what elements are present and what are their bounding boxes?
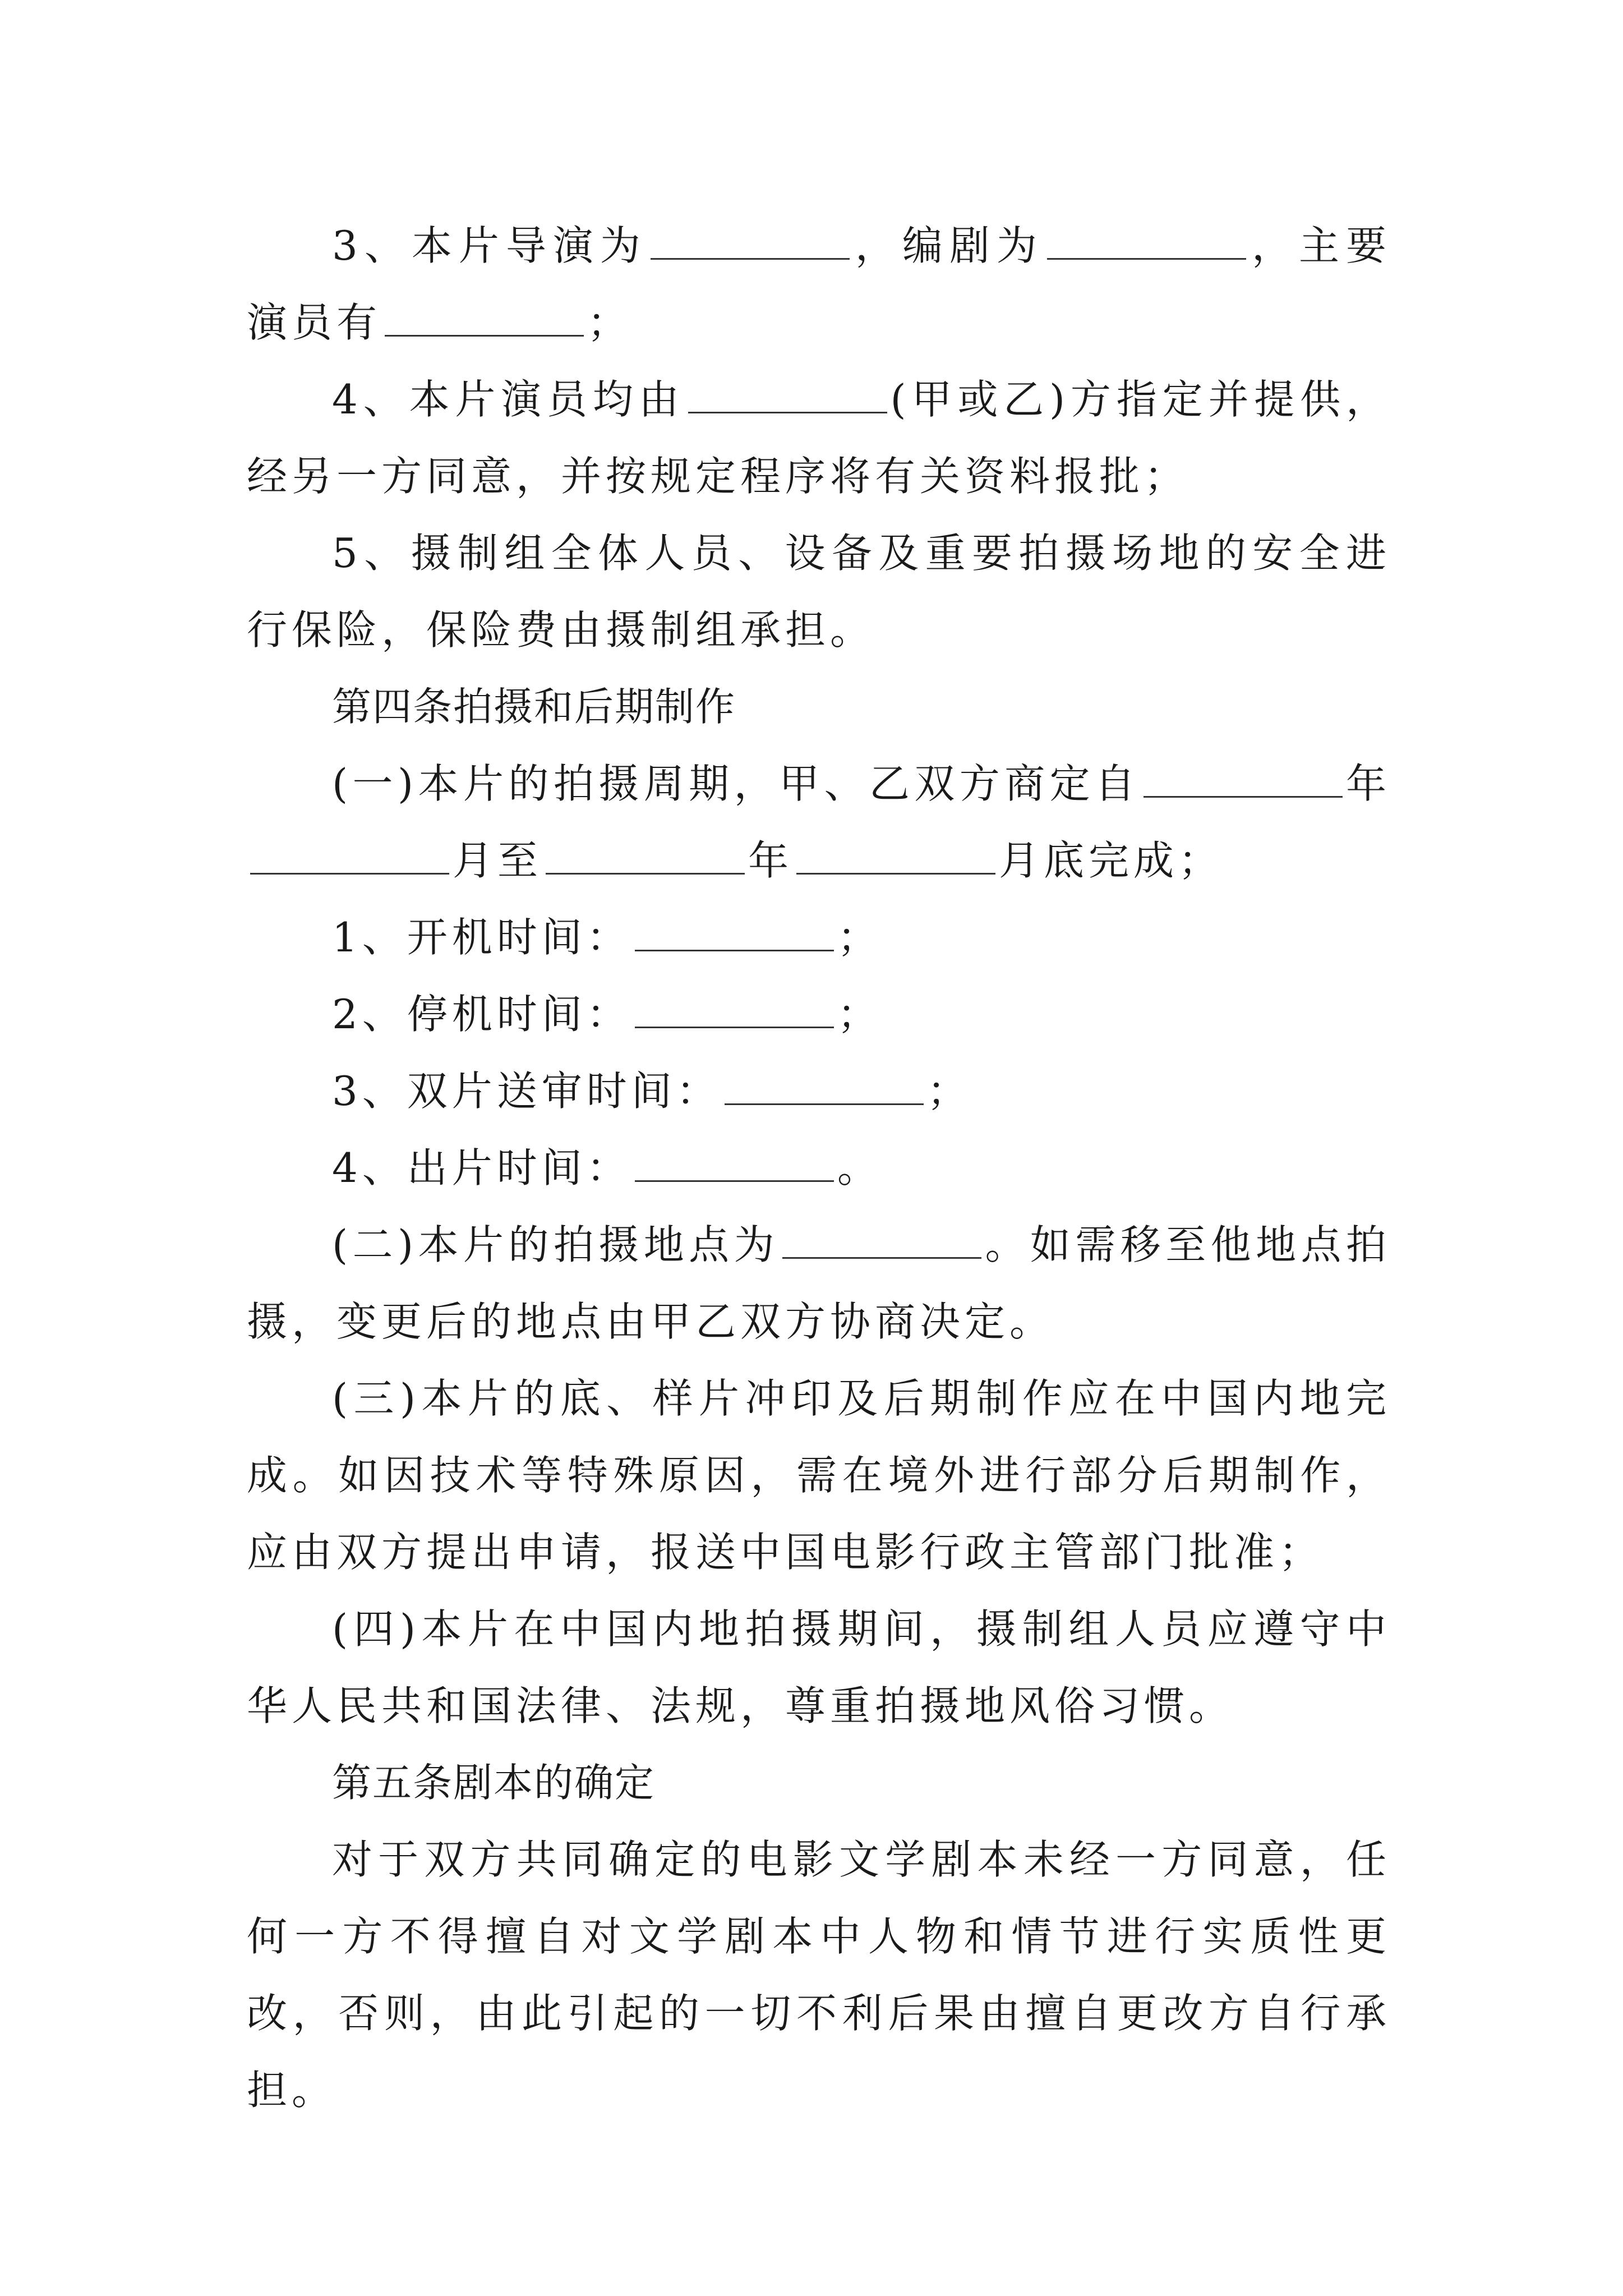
paragraph-location xyxy=(247,1207,1391,1360)
text-segment: 。 xyxy=(837,1144,882,1191)
text-segment: 1、开机时间： xyxy=(332,914,631,961)
text-segment: 年 xyxy=(1345,760,1391,807)
paragraph-shooting-period xyxy=(247,746,1391,899)
blank-location xyxy=(782,1226,981,1259)
text-segment: 3、本片导演为 xyxy=(332,222,647,269)
text-segment: ，编剧为 xyxy=(852,222,1044,269)
document-page xyxy=(247,208,1391,2129)
text-segment: 3、双片送审时间： xyxy=(332,1068,721,1115)
text-segment: 4、本片演员均由 xyxy=(332,376,685,423)
text-segment: 。如需移至他地点拍摄，变更后的地点由甲乙双方协商决定。 xyxy=(247,1221,1391,1345)
article-five-heading: 第五条剧本的确定 xyxy=(332,1760,655,1806)
blank-end-month xyxy=(796,841,995,875)
text-segment: ； xyxy=(837,991,882,1038)
paragraph-stop-time xyxy=(247,976,1391,1053)
paragraph-start-time xyxy=(247,899,1391,976)
text-segment: ； xyxy=(837,914,882,961)
text-segment: (二)本片的拍摄地点为 xyxy=(332,1221,780,1268)
paragraph-law-compliance xyxy=(247,1591,1391,1745)
article-four-heading: 第四条拍摄和后期制作 xyxy=(332,684,736,730)
blank-start-month xyxy=(250,841,449,875)
text-segment: ； xyxy=(587,299,633,346)
text-segment: (一)本片的拍摄周期，甲、乙双方商定自 xyxy=(332,760,1140,807)
blank-end-year xyxy=(546,841,745,875)
text-segment: 5、摄制组全体人员、设备及重要拍摄场地的安全进行保险，保险费由摄制组承担。 xyxy=(247,530,1391,654)
blank-director xyxy=(651,227,850,260)
text-segment: (甲或乙)方指定并提供，经另一方同意，并按规定程序将有关资料报批； xyxy=(247,376,1391,500)
blank-actors xyxy=(385,303,584,337)
blank-review-time xyxy=(725,1072,924,1105)
blank-start-time xyxy=(635,918,834,951)
text-segment: ； xyxy=(926,1068,972,1115)
paragraph-post-production xyxy=(247,1360,1391,1591)
blank-stop-time xyxy=(635,995,834,1028)
text-segment: 4、出片时间： xyxy=(332,1144,631,1191)
paragraph-director-writer-actors xyxy=(247,208,1391,361)
blank-party xyxy=(688,380,887,413)
text-segment: 年 xyxy=(748,837,794,884)
text-segment: (三)本片的底、样片冲印及后期制作应在中国内地完成。如因技术等特殊原因，需在境外进行部分后期制作，应由双方提出申请，报送中国电影行政主管部门批准； xyxy=(247,1375,1391,1576)
blank-start-year xyxy=(1144,765,1343,798)
text-segment: (四)本片在中国内地拍摄期间，摄制组人员应遵守中华人民共和国法律、法规，尊重拍摄地风俗习惯。 xyxy=(247,1605,1391,1729)
blank-writer xyxy=(1047,227,1246,260)
paragraph-release-time xyxy=(247,1130,1391,1207)
text-segment: ，主要演员有 xyxy=(247,222,1391,346)
text-segment: 月底完成； xyxy=(999,837,1224,884)
text-segment: 月至 xyxy=(453,837,543,884)
text-segment: 2、停机时间： xyxy=(332,991,631,1038)
blank-release-time xyxy=(635,1149,834,1182)
paragraph-script-changes xyxy=(247,1821,1391,2129)
paragraph-insurance xyxy=(247,515,1391,669)
paragraph-actors-designation xyxy=(247,361,1391,515)
paragraph-review-time xyxy=(247,1053,1391,1130)
text-segment: 对于双方共同确定的电影文学剧本未经一方同意，任何一方不得擅自对文学剧本中人物和情节进行实质性更改，否则，由此引起的一切不利后果由擅自更改方自行承担。 xyxy=(247,1836,1391,2114)
